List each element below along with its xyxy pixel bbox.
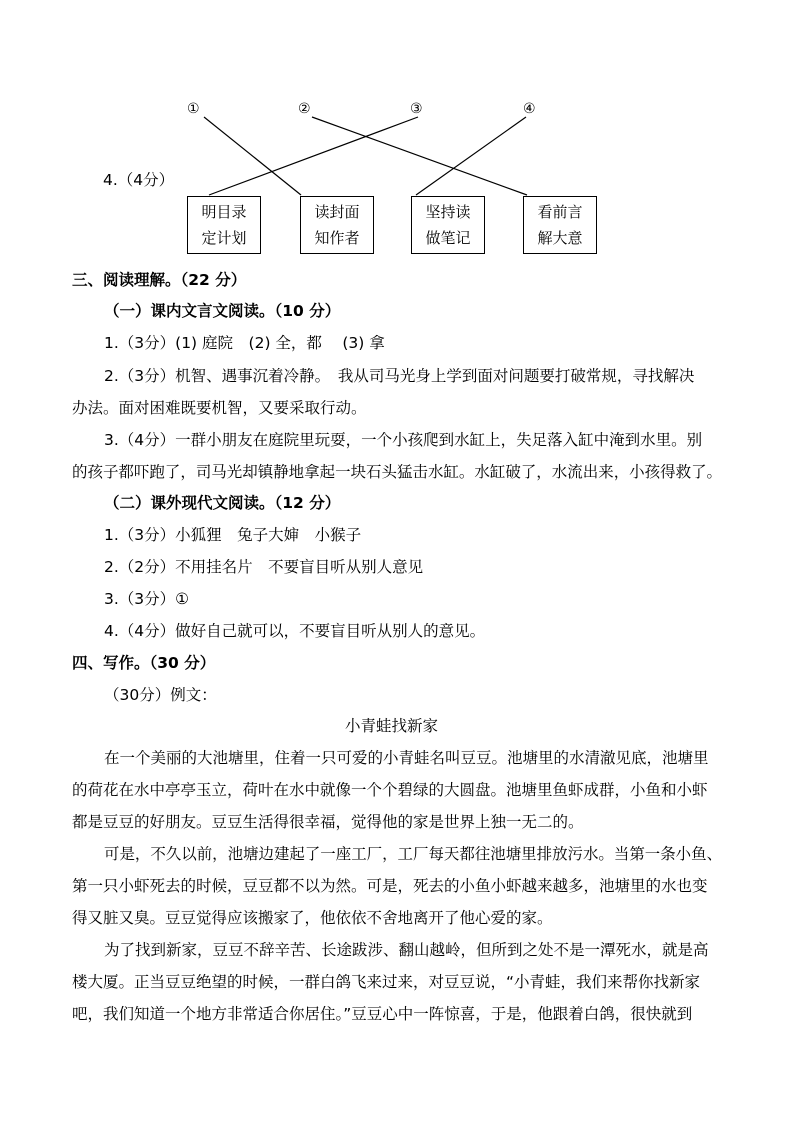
part1-answer-2-line1: 2.（3分）机智、遇事沉着冷静。 我从司马光身上学到面对问题要打破常规，寻找解决	[104, 367, 695, 385]
circle-label-1: ①	[187, 101, 200, 117]
part2-answer-3: 3.（3分）①	[104, 590, 190, 608]
essay-p1-line2: 的荷花在水中亭亭玉立，荷叶在水中就像一个个碧绿的大圆盘。池塘里鱼虾成群，小鱼和小虾	[72, 781, 708, 799]
matching-lines	[0, 0, 794, 260]
part1-answer-3-line1: 3.（4分）一群小朋友在庭院里玩耍，一个小孩爬到水缸上，失足落入缸中淹到水里。别	[104, 431, 703, 449]
match-box-1	[187, 196, 261, 254]
match-box-2-line2: 知作者	[314, 229, 360, 247]
part2-heading: （二）课外现代文阅读。（12 分）	[104, 494, 341, 512]
circle-label-2: ②	[298, 101, 311, 117]
match-box-2-line1: 读封面	[314, 203, 360, 221]
circle-label-3: ③	[410, 101, 423, 117]
section4-heading: 四、写作。（30 分）	[72, 654, 216, 672]
match-box-2	[300, 196, 374, 254]
match-line-4	[416, 117, 526, 195]
q4-label: 4.（4分）	[103, 171, 175, 189]
match-box-3-line1: 坚持读	[425, 203, 471, 221]
essay-title: 小青蛙找新家	[345, 717, 439, 735]
essay-p1-line3: 都是豆豆的好朋友。豆豆生活得很幸福，觉得他的家是世界上独一无二的。	[72, 813, 584, 831]
essay-p2-line2: 第一只小虾死去的时候，豆豆都不以为然。可是，死去的小鱼小虾越来越多，池塘里的水也变	[72, 877, 708, 895]
part1-answer-2-line2: 办法。面对困难既要机智，又要采取行动。	[72, 399, 367, 417]
essay-p3-line3: 吧，我们知道一个地方非常适合你居住。”豆豆心中一阵惊喜，于是，他跟着白鸽，很快就到	[72, 1005, 693, 1023]
match-box-1-line2: 定计划	[201, 229, 247, 247]
match-box-3	[411, 196, 485, 254]
circle-label-4: ④	[523, 101, 536, 117]
section4-subheading: （30分）例文：	[104, 686, 217, 704]
match-box-4	[523, 196, 597, 254]
essay-p2-line1: 可是，不久以前，池塘边建起了一座工厂，工厂每天都往池塘里排放污水。当第一条小鱼、	[104, 845, 723, 863]
part1-heading: （一）课内文言文阅读。（10 分）	[104, 302, 341, 320]
match-box-4-line2: 解大意	[537, 229, 583, 247]
essay-p1-line1: 在一个美丽的大池塘里，住着一只可爱的小青蛙名叫豆豆。池塘里的水清澈见底，池塘里	[104, 749, 709, 767]
match-box-3-line2: 做笔记	[425, 229, 471, 247]
essay-p3-line2: 楼大厦。正当豆豆绝望的时候，一群白鸽飞来过来，对豆豆说，“小青蛙，我们来帮你找新家	[72, 973, 701, 991]
match-line-2	[312, 117, 527, 195]
section3-heading: 三、阅读理解。（22 分）	[72, 271, 247, 289]
part1-answer-1: 1.（3分）(1) 庭院 (2) 全，都 (3) 拿	[104, 334, 385, 352]
part2-answer-1: 1.（3分）小狐狸 兔子大婶 小猴子	[104, 526, 362, 544]
essay-p3-line1: 为了找到新家，豆豆不辞辛苦、长途跋涉、翻山越岭，但所到之处不是一潭死水，就是高	[104, 941, 709, 959]
part2-answer-4: 4.（4分）做好自己就可以，不要盲目听从别人的意见。	[104, 622, 486, 640]
essay-p2-line3: 得又脏又臭。豆豆觉得应该搬家了，他依依不舍地离开了他心爱的家。	[72, 909, 553, 927]
part2-answer-2: 2.（2分）不用挂名片 不要盲目听从别人意见	[104, 558, 424, 576]
match-box-1-line1: 明目录	[201, 203, 247, 221]
match-box-4-line1: 看前言	[537, 203, 583, 221]
match-line-1	[204, 117, 301, 195]
part1-answer-3-line2: 的孩子都吓跑了，司马光却镇静地拿起一块石头猛击水缸。水缸破了，水流出来，小孩得救了。	[72, 463, 723, 481]
match-line-3	[209, 117, 418, 195]
